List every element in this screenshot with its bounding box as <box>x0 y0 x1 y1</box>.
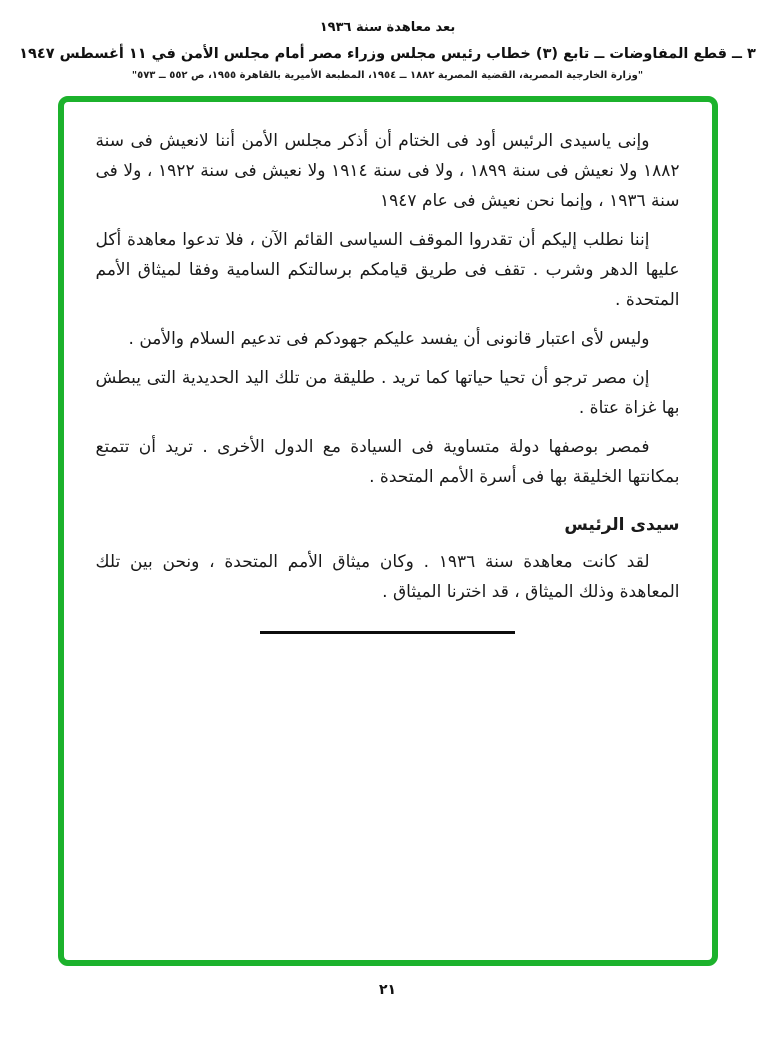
page-number: ٢١ <box>378 982 397 998</box>
paragraph-1: وإنى ياسيدى الرئيس أود فى الختام أن أذكر مجلس الأمن أننا لانعيش فى سنة ١٨٨٢ ولا نعيش فى سنة ١٨٩٩ ، ولا فى سنة ١٩١٤ ولا نعيش فى سنة ١٩٢٢ ، ولا فى سنة ١٩٣٦ ، وإنما نحن نعيش فى عام ١٩٤٧ <box>95 131 680 211</box>
header-source-citation: "وزارة الخارجية المصرية، القضية المصرية ١٨٨٢ ــ ١٩٥٤، المطبعة الأميرية بالقاهرة ١٩٥٥، ص ٥٥٢ ــ ٥٧٣" <box>131 70 644 81</box>
header-section-title: بعد معاهدة سنة ١٩٣٦ <box>319 20 456 35</box>
closing-paragraph: لقد كانت معاهدة سنة ١٩٣٦ . وكان ميثاق الأمم المتحدة ، ونحن بين تلك المعاهدة وذلك الميثاق ، قد اخترنا الميثاق . <box>95 552 680 602</box>
subheading-mr-president: سيدى الرئيس <box>564 515 680 535</box>
green-border-frame <box>58 96 718 966</box>
section-divider-rule <box>260 631 515 634</box>
paragraph-4: إن مصر ترجو أن تحيا حياتها كما تريد . طليقة من تلك اليد الحديدية التى يبطش بها غزاة عتاة . <box>95 368 680 418</box>
page-header <box>0 0 775 81</box>
paragraph-3: وليس لأى اعتبار قانونى أن يفسد عليكم جهودكم فى تدعيم السلام والأمن . <box>128 329 650 349</box>
header-document-title: ٣ ــ قطع المفاوضات ــ تابع (٣) خطاب رئيس مجلس وزراء مصر أمام مجلس الأمن في ١١ أغسطس ١٩٤٧ <box>19 46 756 62</box>
paragraph-2: إننا نطلب إليكم أن تقدروا الموقف السياسى القائم الآن ، فلا تدعوا معاهدة أكل عليها الدهر وشرب . تقف فى طريق قيامكم برسالتكم السامية وفقا لميثاق الأمم المتحدة . <box>95 230 680 310</box>
paragraph-5: فمصر بوصفها دولة متساوية فى السيادة مع الدول الأخرى . تريد أن تتمتع بمكانتها الخليقة بها فى أسرة الأمم المتحدة . <box>95 437 680 487</box>
